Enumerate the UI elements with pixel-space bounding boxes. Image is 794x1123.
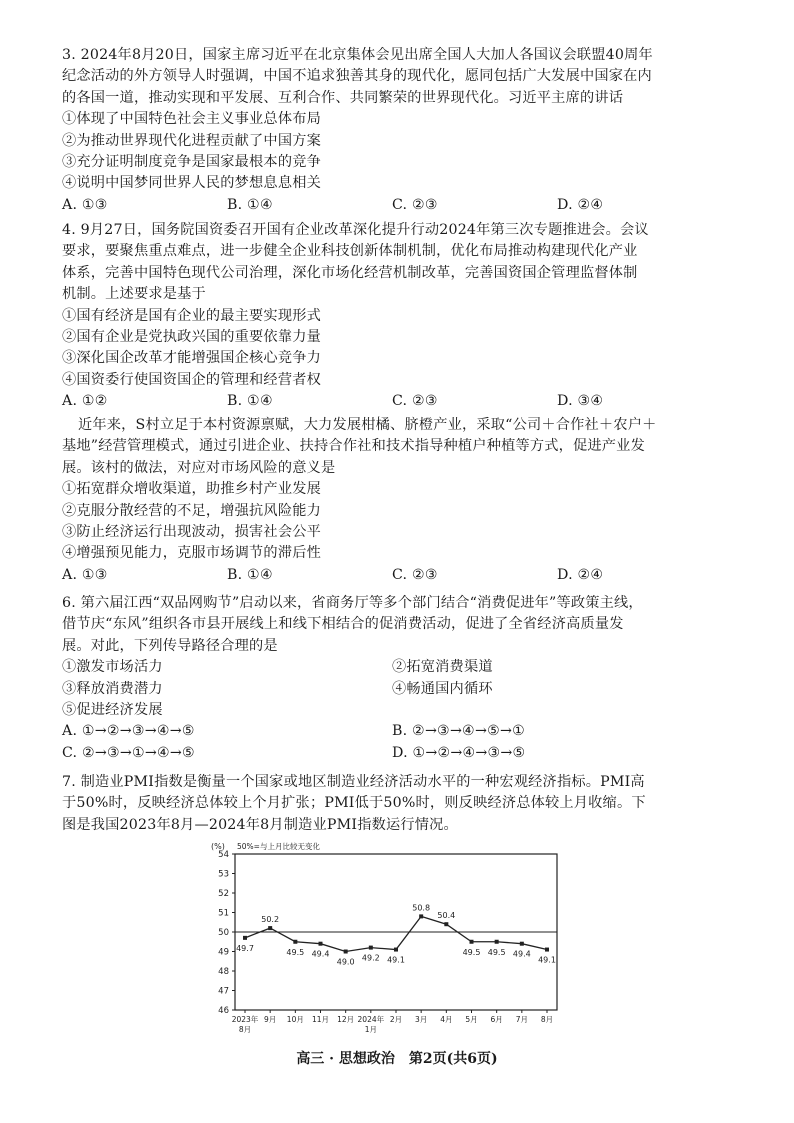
question-4-option: ②国有企业是党执政兴国的重要依靠力量 [62,329,321,346]
x-tick-label: 3月 [415,1015,428,1024]
question-4 [62,220,742,413]
data-point [268,926,272,930]
question-3-option: ②为推动世界现代化进程贡献了中国方案 [62,132,321,149]
x-tick-label: 8月 [238,1025,252,1034]
choice-c: C. ②③ [392,566,438,583]
x-tick-label: 7月 [515,1015,528,1024]
data-point [293,940,297,944]
y-tick-label: 50 [218,928,229,938]
question-4-choices [62,391,722,412]
question-6-option: ③释放消费潜力 [62,680,163,697]
question-5-option: ①拓宽群众增收渠道，助推乡村产业发展 [62,481,321,498]
choice-d: D. ①→②→④→③→⑤ [392,744,526,761]
x-tick-label: 11月 [311,1015,330,1024]
question-6-option: ①激发市场活力 [62,659,163,676]
data-label: 49.0 [336,957,355,967]
data-label: 49.5 [487,947,506,957]
question-5-option: ③防止经济运行出现波动，损害社会公平 [62,524,321,541]
question-3 [62,45,742,216]
choice-b: B. ①④ [227,196,273,213]
data-point [319,942,323,946]
data-label: 49.4 [311,949,330,959]
question-4-stem-line: 4. 9月27日，国务院国资委召开国有企业改革深化提升行动2024年第三次专题推进会。会议 [62,222,649,238]
question-4-stem-line: 要求，要聚焦重点难点，进一步健全企业科技创新体制机制，优化布局推动构建现代化产业 [62,243,638,260]
question-3-option: ④说明中国梦同世界人民的梦想息息相关 [62,175,321,192]
question-5-stem-line: 近年来，S村立足于本村资源禀赋，大力发展柑橘、脐橙产业，采取“公司＋合作社＋农户＋ [78,417,657,433]
choice-c: C. ②③ [392,393,438,410]
pmi-line-chart [205,840,565,1045]
question-6-choice-row [62,743,722,764]
choice-b: B. ②→③→④→⑤→① [392,723,525,740]
data-point [495,940,499,944]
y-tick-label: 49 [218,947,229,958]
data-label: 49.5 [462,947,481,957]
data-label: 49.5 [286,947,305,957]
question-3-stem-line: 3. 2024年8月20日，国家主席习近平在北京集体会见出席全国人大加人各国议会联盟40周年 [62,47,653,63]
x-tick-label: 12月 [337,1015,355,1024]
question-6-option-row [62,700,722,721]
data-label: 50.8 [412,903,431,913]
data-point [520,942,524,946]
data-label: 49.2 [361,953,380,963]
data-point [394,948,398,952]
question-4-option: ①国有经济是国有企业的最主要实现形式 [62,307,321,324]
question-5-option: ④增强预见能力，克服市场调节的滞后性 [62,545,321,562]
data-label: 49.4 [512,949,531,959]
y-tick-label: 51 [218,908,229,919]
question-6-option: ④畅通国内循环 [392,680,493,697]
data-point [444,922,448,926]
data-label: 49.1 [387,955,405,965]
x-tick-label: 10月 [286,1015,304,1024]
x-tick-label: 1月 [364,1025,377,1034]
question-3-option: ③充分证明制度竞争是国家最根本的竞争 [62,154,321,171]
x-tick-label: 4月 [440,1015,453,1024]
question-7-stem-line: 7. 制造业PMI指数是衡量一个国家或地区制造业经济活动水平的一种宏观经济指标。PMI高 [62,774,645,790]
question-3-stem-line: 纪念活动的外方领导人时强调，中国不追求独善其身的现代化，愿同包括广大发展中国家在内 [62,68,652,85]
question-6-option-row [62,657,722,678]
x-tick-label: 2月 [389,1015,403,1024]
choice-c: C. ②→③→①→④→⑤ [62,744,195,761]
y-tick-label: 53 [218,869,229,880]
y-tick-label: 46 [218,1006,229,1016]
question-3-choices [62,195,722,216]
data-point [470,940,474,944]
data-label: 49.1 [538,955,556,965]
x-tick-label: 5月 [465,1015,478,1024]
data-point [369,946,373,950]
x-tick-label: 8月 [540,1015,554,1024]
choice-d: D. ②④ [557,196,604,213]
choice-a: A. ①→②→③→④→⑤ [62,723,195,740]
question-5-choices [62,565,722,586]
choice-a: A. ①③ [62,566,108,583]
data-label: 50.2 [261,915,280,925]
y-tick-label: 52 [218,889,229,899]
question-4-stem-line: 体系，完善中国特色现代公司治理，深化市场化经营机制改革，完善国资国企管理监督体制 [62,264,638,281]
question-4-option: ③深化国企改革才能增强国企核心竞争力 [62,350,321,367]
x-tick-label: 9月 [264,1015,277,1024]
page-footer: 高三 · 思想政治 第2页(共6页) [296,1051,498,1067]
question-6-stem-line: 6. 第六届江西“双品网购节”启动以来，省商务厅等多个部门结合“消费促进年”等政策主线， [62,595,643,611]
y-tick-label: 48 [218,967,229,977]
choice-c: C. ②③ [392,196,438,213]
question-7 [62,772,742,836]
y-tick-label: 54 [218,850,229,860]
question-7-stem-line: 于50%时，反映经济总体较上个月扩张；PMI低于50%时，则反映经济总体较上月收缩。下 [62,795,646,812]
question-4-option: ④国资委行使国资国企的管理和经营者权 [62,371,321,388]
x-tick-label: 2024年 [357,1015,385,1024]
choice-d: D. ②④ [557,566,604,583]
data-label: 49.7 [236,943,254,953]
question-6-option: ⑤促进经济发展 [62,702,163,719]
question-7-stem-line: 图是我国2023年8月—2024年8月制造业PMI指数运行情况。 [62,816,458,833]
choice-a: A. ①③ [62,196,108,213]
question-6-stem-line: 展。对此，下列传导路径合理的是 [62,637,278,654]
pmi-series-line [245,916,547,951]
question-5-option: ②克服分散经营的不足，增强抗风险能力 [62,502,321,519]
choice-b: B. ①④ [227,566,273,583]
question-6-option-row [62,679,722,700]
x-tick-label: 6月 [490,1015,503,1024]
question-5-stem-line: 展。该村的做法，对应对市场风险的意义是 [62,459,336,476]
choice-d: D. ③④ [557,393,604,410]
data-point [545,948,549,952]
question-6-option: ②拓宽消费渠道 [392,659,493,676]
question-6 [62,593,742,764]
y-axis-label: (%) [211,842,225,851]
data-point [344,950,348,954]
choice-b: B. ①④ [227,393,273,410]
data-point [243,936,247,940]
question-3-stem-line: 的各国一道，推动实现和平发展、互利合作、共同繁荣的世界现代化。习近平主席的讲话 [62,89,624,106]
question-6-stem-line: 借节庆“东风”组织各市县开展线上和线下相结合的促消费活动，促进了全省经济高质量发 [62,616,624,633]
x-tick-label: 2023年 [231,1015,259,1024]
choice-a: A. ①② [62,393,108,410]
question-5-stem-line: 基地”经营管理模式，通过引进企业、扶持合作社和技术指导种植户种植等方式，促进产业发 [62,438,645,455]
data-point [419,914,423,918]
data-label: 50.4 [437,911,456,921]
question-4-stem-line: 机制。上述要求是基于 [62,286,206,303]
question-3-option: ①体现了中国特色社会主义事业总体布局 [62,111,321,128]
y-tick-label: 47 [218,986,229,997]
chart-annotation: 50%=与上月比较无变化 [237,842,320,851]
question-6-choice-row [62,721,722,742]
question-5 [62,415,758,586]
